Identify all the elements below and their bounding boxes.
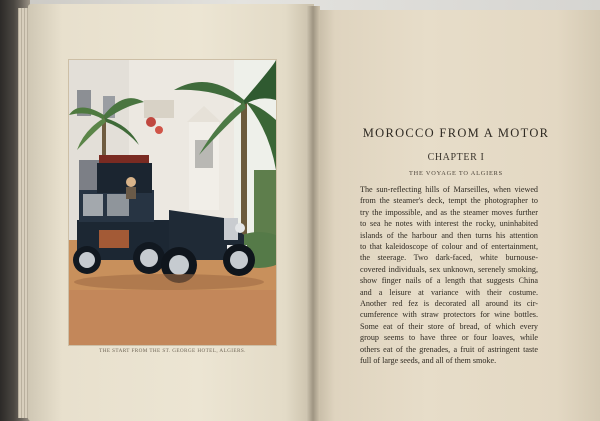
body-line: full of large seeds, and all of them smoke.	[360, 356, 497, 366]
body-line: try the impossible, and as the steamer moves further	[360, 207, 538, 217]
body-line: The sun-reflecting hills of Marseilles, when viewed	[360, 185, 538, 194]
chapter-title: THE VOYAGE TO ALGIERS	[409, 170, 503, 177]
plate-illustration	[69, 60, 276, 345]
body-line: covered individuals, sex unknown, serenely smoking,	[360, 264, 538, 274]
book-gutter	[306, 6, 320, 421]
body-line: and a leisure at variance with their costume.	[360, 287, 538, 297]
body-line: islands of the harbour and then turns his attention	[360, 230, 538, 240]
body-line: cumference with straw protectors for wine bottles.	[360, 310, 538, 320]
plate-caption: THE START FROM THE ST. GEORGE HOTEL, ALGIERS.	[99, 348, 246, 354]
body-line: Another red fez is decorated all around its cir-	[360, 299, 538, 309]
body-line: to sea he notes with interest the rocky, uninhabited	[360, 219, 538, 229]
book-title: MOROCCO FROM A MOTOR	[362, 126, 550, 140]
body-line: others eat of the grenades, a fruit of astringent taste	[360, 344, 538, 354]
body-line: the steerage. Two dark-faced, white burnouse-	[360, 253, 538, 263]
body-line: Some eat of their store of bread, of which every	[360, 321, 538, 331]
body-line: from the steamer's deck, tempt the photographer to	[360, 196, 538, 206]
body-paragraph	[360, 184, 538, 367]
body-line: to that kaleidoscope of colour and of entertainment,	[360, 242, 538, 252]
body-line: group seems to have three or four loaves, while	[360, 333, 538, 343]
body-line: show finger nails of a length that suggests China	[360, 276, 538, 286]
chapter-heading: CHAPTER I	[427, 152, 485, 163]
